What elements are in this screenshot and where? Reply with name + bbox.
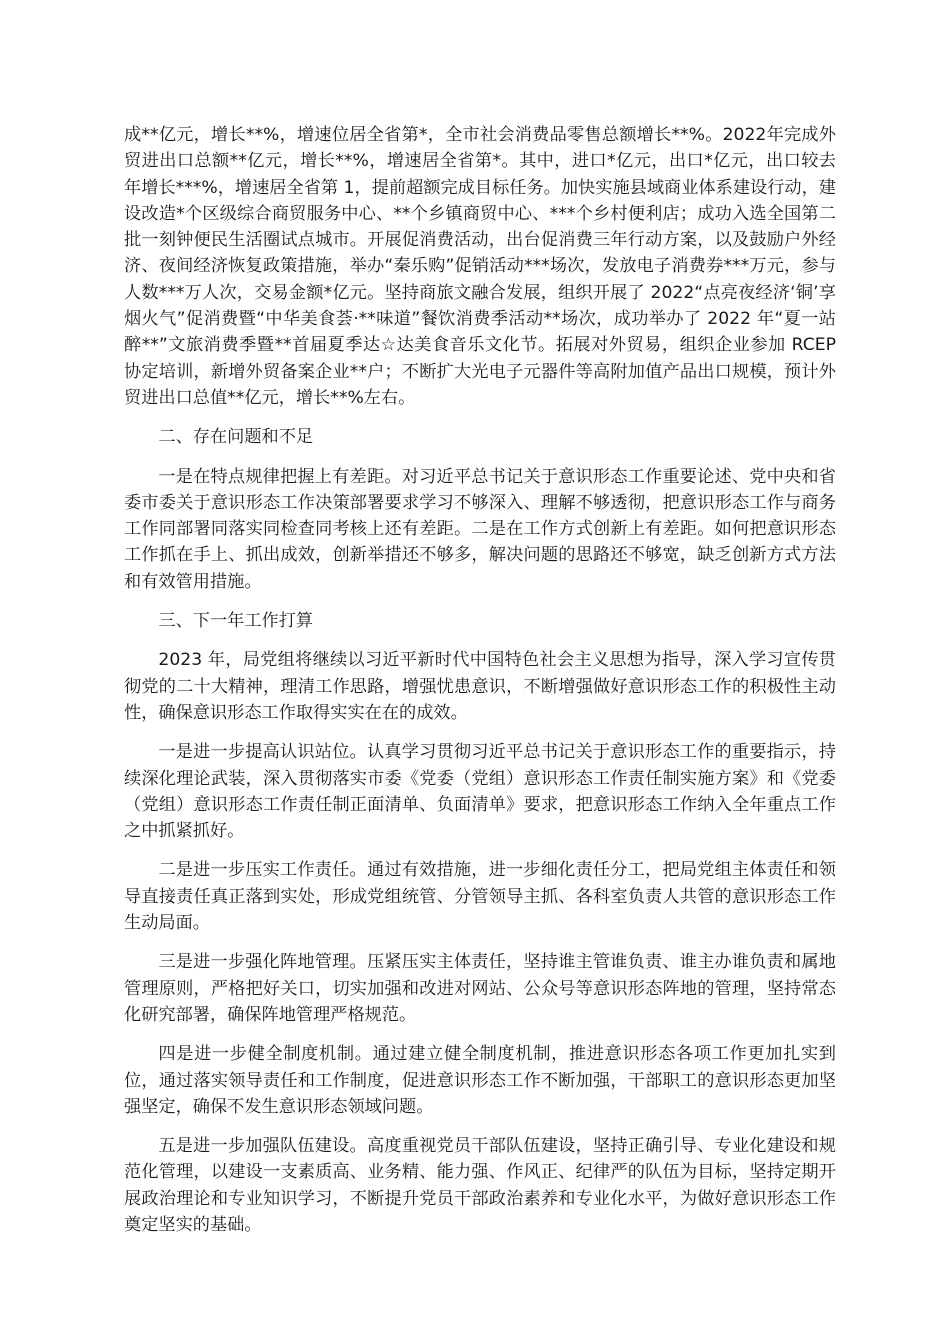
section-heading-next-year-plan: 三、下一年工作打算: [158, 611, 314, 632]
paragraph-plan-item-1: 一是进一步提高认识站位。认真学习贯彻习近平总书记关于意识形态工作的重要指示，持续深化理论武装，深入贯彻落实市委《党委（党组）意识形态工作责任制实施方案》和《党委（党组）意识形态工作责任制正面清单、负面清单》要求，把意识形态工作纳入全年重点工作之中抓紧抓好。: [124, 742, 836, 842]
paragraph-plan-item-2: 二是进一步压实工作责任。通过有效措施，进一步细化责任分工，把局党组主体责任和领导直接责任真正落到实处，形成党组统管、分管领导主抓、各科室负责人共管的意识形态工作生动局面。: [124, 860, 836, 934]
paragraph-plan-item-4: 四是进一步健全制度机制。通过建立健全制度机制，推进意识形态各项工作更加扎实到位，通过落实领导责任和工作制度，促进意识形态工作不断加强，干部职工的意识形态更加坚强坚定，确保不发生意识形态领域问题。: [124, 1044, 836, 1117]
section-heading-problems: 二、存在问题和不足: [158, 427, 314, 448]
paragraph-plan-item-5: 五是进一步加强队伍建设。高度重视党员干部队伍建设，坚持正确引导、专业化建设和规范化管理，以建设一支素质高、业务精、能力强、作风正、纪律严的队伍为目标，坚持定期开展政治理论和专业知识学习，不断提升党员干部政治素养和专业化水平，为做好意识形态工作奠定坚实的基础。: [124, 1136, 836, 1235]
paragraph-problems: 一是在特点规律把握上有差距。对习近平总书记关于意识形态工作重要论述、党中央和省委市委关于意识形态工作决策部署要求学习不够深入、理解不够透彻，把意识形态工作与商务工作同部署同落实同检查同考核上还有差距。二是在工作方式创新上有差距。如何把意识形态工作抓在手上、抓出成效，创新举措还不够多，解决问题的思路还不够宽，缺乏创新方式方法和有效管用措施。: [124, 466, 836, 592]
paragraph-domestic-trade-results: 成**亿元，增长**%，增速位居全省第*，全市社会消费品零售总额增长**%。2022年完成外贸进出口总额**亿元，增长**%，增速居全省第*。其中，进口*亿元，出口*亿元，出口较去年增长***%，增速居全省第 1，提前超额完成目标任务。加快实施县域商业体系建设行动，建设改造*个区级综合商贸服务中心、**个乡镇商贸中心、***个乡村便利店；成功入选全国第二批一刻钟便民生活圈试点城市。开展促消费活动，出台促消费三年行动方案，以及鼓励户外经济、夜间经济恢复政策措施，举办“秦乐购”促销活动***场次，发放电子消费券***万元，参与人数***万人次，交易金额*亿元。坚持商旅文融合发展，组织开展了 2022“点亮夜经济‘铜’享烟火气”促消费暨“中华美食荟·**味道”餐饮消费季活动**场次，成功举办了 2022 年“夏一站醉**”文旅消费季暨**首届夏季达☆达美食音乐文化节。拓展对外贸易，组织企业参加 RCEP 协定培训，新增外贸备案企业**户；不断扩大光电子元器件等高附加值产品出口规模，预计外贸进出口总值**亿元，增长**%左右。: [124, 125, 836, 408]
paragraph-plan-intro: 2023 年，局党组将继续以习近平新时代中国特色社会主义思想为指导，深入学习宣传贯彻党的二十大精神，理清工作思路，增强忧患意识，不断增强做好意识形态工作的积极性主动性，确保意识形态工作取得实实在在的成效。: [124, 650, 836, 723]
paragraph-plan-item-3: 三是进一步强化阵地管理。压紧压实主体责任，坚持谁主管谁负责、谁主办谁负责和属地管理原则，严格把好关口，切实加强和改进对网站、公众号等意识形态阵地的管理，坚持常态化研究部署，确保阵地管理严格规范。: [124, 952, 836, 1025]
document-page: [124, 122, 836, 1251]
